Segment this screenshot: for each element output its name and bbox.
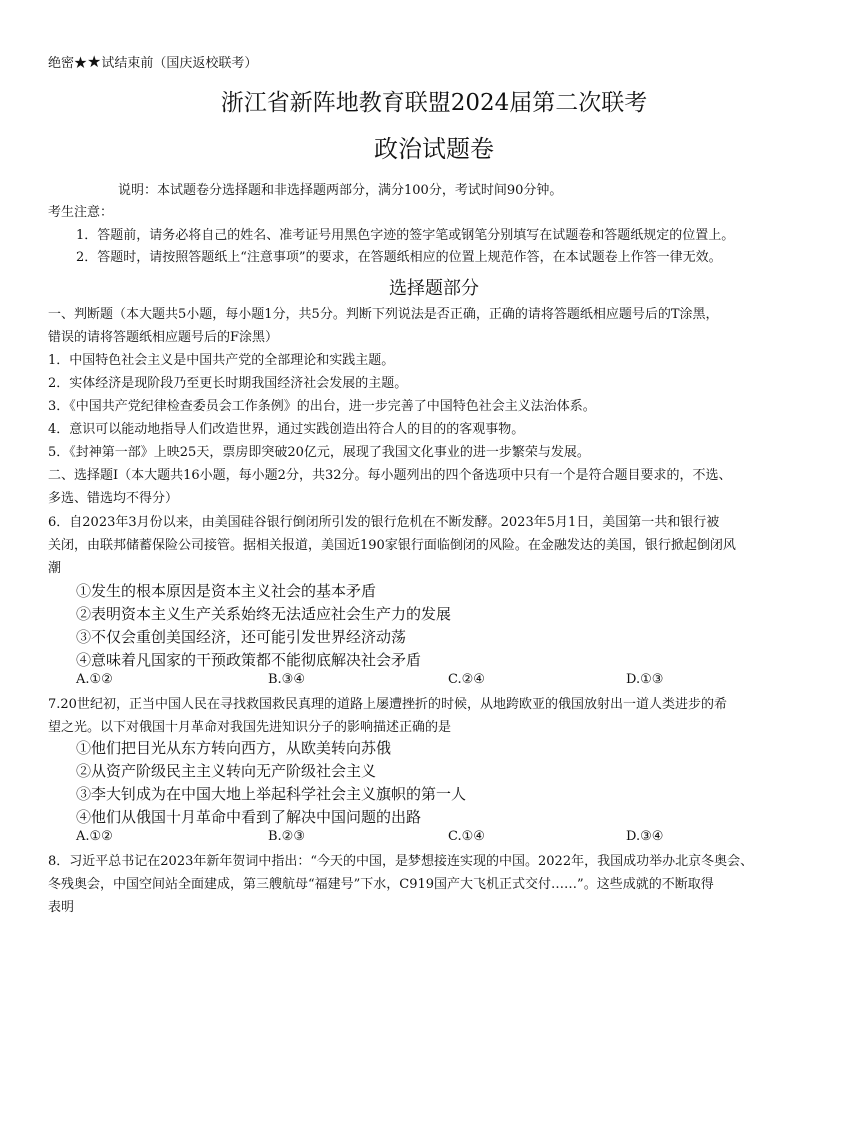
part1-heading: 一、判断题（本大题共5小题，每小题1分，共5分。判断下列说法是否正确，正确的请将答题纸相应题号后的T涂黑，	[48, 307, 719, 322]
part2-heading-cont: 多选、错选均不得分）	[48, 491, 179, 506]
q7-choice-a: A.①②	[76, 829, 113, 844]
q7-option-2: ②从资产阶级民主主义转向无产阶级社会主义	[76, 762, 377, 780]
star-icon: ★	[74, 56, 88, 71]
q7-option-1: ①他们把目光从东方转向西方，从欧美转向苏俄	[76, 739, 392, 757]
judgement-item-2: 2．实体经济是现阶段乃至更长时期我国经济社会发展的主题。	[48, 376, 408, 391]
q7-stem: 望之光。以下对俄国十月革命对我国先进知识分子的影响描述正确的是	[48, 720, 452, 735]
q8-stem: 8．习近平总书记在2023年新年贺词中指出：“今天的中国，是梦想接连实现的中国。2022年，我国成功举办北京冬奥会、	[48, 854, 754, 869]
q6-choice-d: D.①③	[626, 672, 664, 687]
judgement-item-5: 5．《封神第一部》上映25天，票房即突破20亿元，展现了我国文化事业的进一步繁荣与发展。	[48, 445, 590, 460]
secret-suffix: 试结束前（国庆返校联考）	[101, 56, 258, 71]
exam-subtitle: 政治试题卷	[374, 135, 494, 163]
q6-option-1: ①发生的根本原因是资本主义社会的基本矛盾	[76, 582, 377, 600]
judgement-item-4: 4．意识可以能动地指导人们改造世界，通过实践创造出符合人的目的的客观事物。	[48, 422, 525, 437]
judgement-item-1: 1．中国特色社会主义是中国共产党的全部理论和实践主题。	[48, 353, 395, 368]
q7-option-4: ④他们从俄国十月革命中看到了解决中国问题的出路	[76, 808, 422, 826]
q6-stem: 关闭，由联邦储蓄保险公司接管。据相关报道，美国近190家银行面临倒闭的风险。在金融发达的美国，银行掀起倒闭风	[48, 538, 736, 553]
star-icon: ★	[87, 52, 102, 71]
part1-heading-cont: 错误的请将答题纸相应题号后的F涂黑）	[48, 330, 279, 345]
judgement-item-3: 3．《中国共产党纪律检查委员会工作条例》的出台，进一步完善了中国特色社会主义法治体系。	[48, 399, 596, 414]
notice-label: 考生注意：	[48, 205, 114, 220]
q6-choice-c: C.②④	[448, 672, 485, 687]
q6-choice-b: B.③④	[268, 672, 305, 687]
q7-choice-b: B.②③	[268, 829, 305, 844]
confidential-marker	[48, 52, 257, 71]
exam-title: 浙江省新阵地教育联盟2024届第二次联考	[220, 90, 648, 116]
secret-prefix: 绝密	[48, 56, 75, 71]
q6-stem: 6．自2023年3月份以来，由美国硅谷银行倒闭所引发的银行危机在不断发酵。2023年5月1日，美国第一共和银行被	[48, 515, 720, 530]
q8-stem: 表明	[48, 900, 75, 915]
notice-item-2: 2．答题时，请按照答题纸上“注意事项”的要求，在答题纸相应的位置上规范作答，在本试题卷上作答一律无效。	[76, 250, 722, 265]
exam-note: 说明：本试题卷分选择题和非选择题两部分，满分100分，考试时间90分钟。	[118, 183, 563, 198]
q6-option-2: ②表明资本主义生产关系始终无法适应社会生产力的发展	[76, 605, 452, 623]
q8-stem: 冬残奥会，中国空间站全面建成，第三艘航母“福建号”下水，C919国产大飞机正式交付……”。这些成就的不断取得	[48, 877, 714, 892]
section-title: 选择题部分	[389, 278, 479, 299]
q6-stem: 潮	[48, 561, 62, 576]
q6-option-4: ④意味着凡国家的干预政策都不能彻底解决社会矛盾	[76, 651, 422, 669]
q7-stem: 7.20世纪初，正当中国人民在寻找救国救民真理的道路上屡遭挫折的时候，从地跨欧亚的俄国放射出一道人类进步的希	[48, 697, 727, 712]
q6-choice-a: A.①②	[76, 672, 113, 687]
q6-option-3: ③不仅会重创美国经济，还可能引发世界经济动荡	[76, 628, 407, 646]
q7-choice-c: C.①④	[448, 829, 485, 844]
notice-item-1: 1．答题前，请务必将自己的姓名、准考证号用黑色字迹的签字笔或钢笔分别填写在试题卷和答题纸规定的位置上。	[76, 228, 735, 243]
part2-heading: 二、选择题Ⅰ（本大题共16小题，每小题2分，共32分。每小题列出的四个备选项中只有一个是符合题目要求的，不选、	[48, 468, 732, 483]
q7-option-3: ③李大钊成为在中国大地上举起科学社会主义旗帜的第一人	[76, 785, 467, 803]
q7-choice-d: D.③④	[626, 829, 664, 844]
